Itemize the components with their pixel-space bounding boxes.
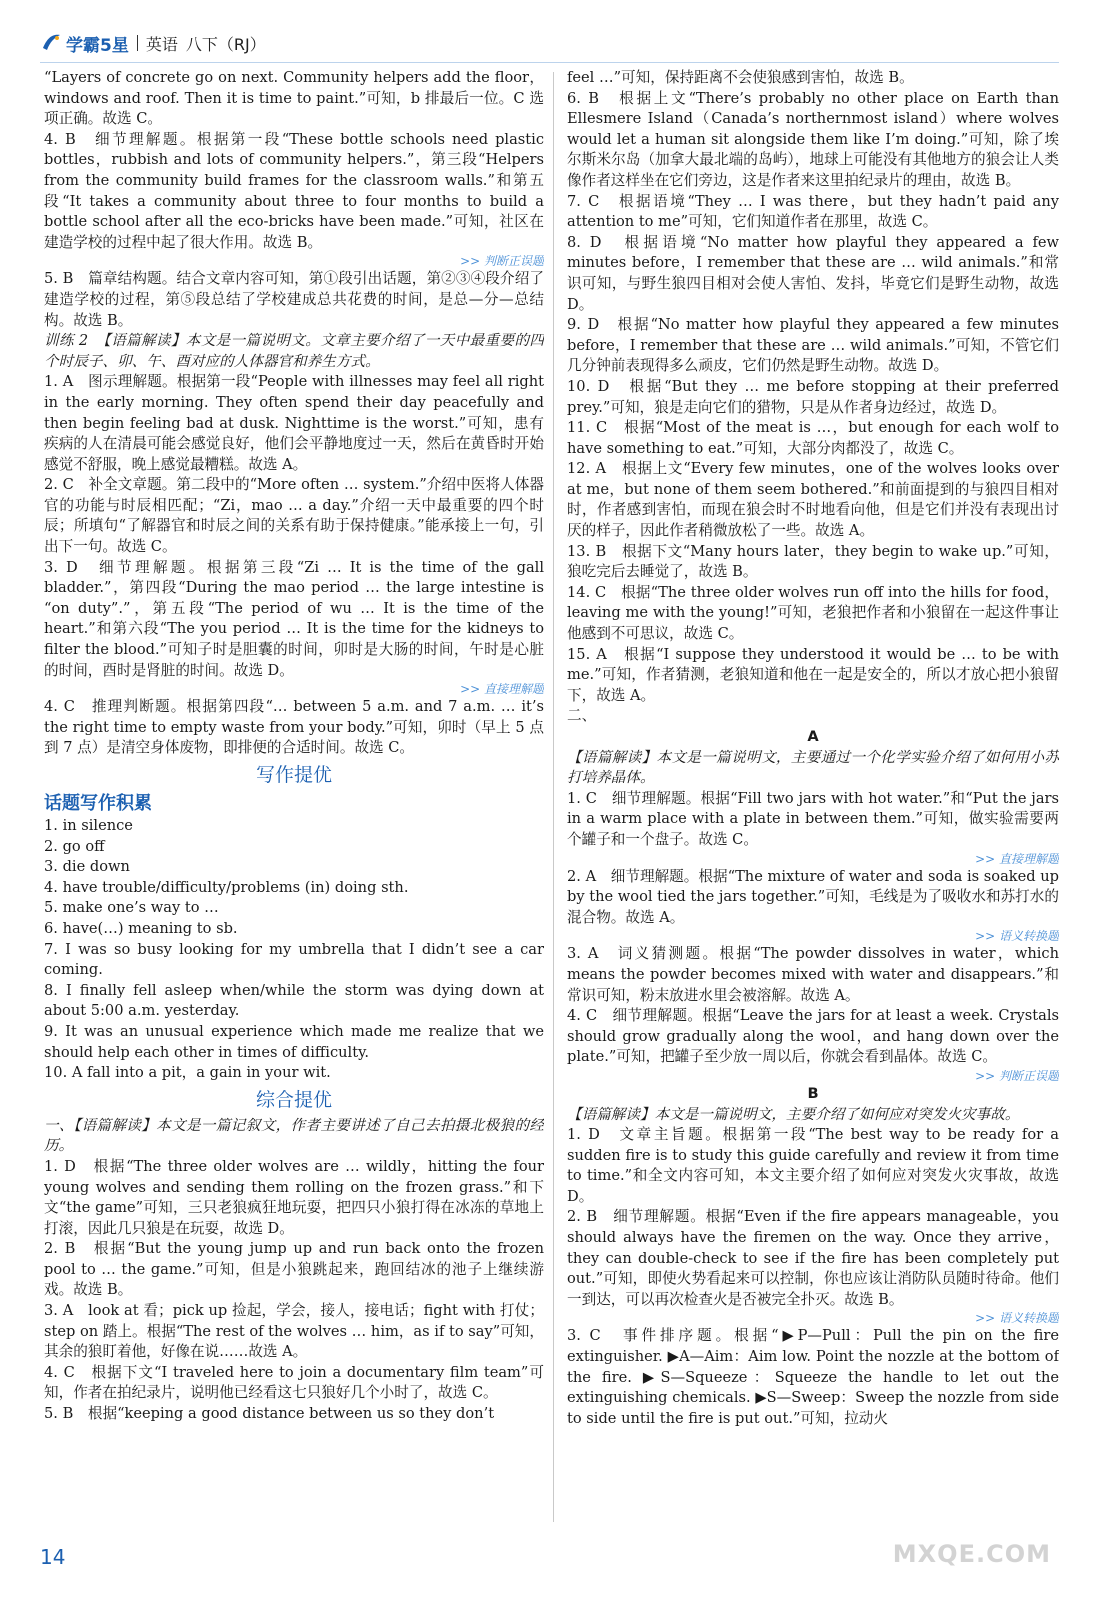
answer-paragraph: 4. C 根据下文“I traveled here to join a documentary film team”可知，作者在拍纪录片，说明他已经看这七只狼好几个小时了，故选 C。 bbox=[44, 1363, 544, 1402]
answer-paragraph: 6. B 根据上文“There’s probably no other place on Earth than Ellesmere Island（Canada’s northernmost island）where wolves would let a human sit alongside them like I’m doing.”可知，除了埃尔斯米尔岛（加拿大最北端的岛屿），地球上可能没有其他地方的狼会让人类像作者这样坐在它们旁边，这是作者来这里拍纪录片的理由，故选 B。 bbox=[567, 89, 1059, 189]
answer-paragraph: 1. D 文章主旨题。根据第一段“The best way to be ready for a sudden fire is to study this guide carefully and review it from time to time.”和全文内容可知，本文主要介绍了如何应对突发火灾事故，故选 D。 bbox=[567, 1126, 1059, 1205]
page-header bbox=[40, 30, 266, 56]
question-type-tag: >> 直接理解题 bbox=[460, 682, 544, 697]
answer-paragraph: 3. C 事件排序题。根据“▶P—Pull：Pull the pin on the fire extinguisher. ▶A—Aim：Aim low. Point the nozzle at the bottom of the fire. ▶S—Squeeze：Squeeze the handle to let out the extinguishing chemicals. ▶S—Sweep：Sweep the nozzle from side to side until the fire is put out.”可知，拉动火 bbox=[567, 1327, 1059, 1427]
answer-paragraph: 14. C 根据“The three older wolves run off into the hills for food，leaving me with the young!”可知，老狼把作者和小狼留在一起这件事让他感到不可思议，故选 C。 bbox=[567, 583, 1059, 643]
answer-paragraph: 3. die down bbox=[44, 858, 130, 876]
answer-paragraph: 13. B 根据下文“Many hours later，they begin to wake up.”可知，狼吃完后去睡觉了，故选 B。 bbox=[567, 542, 1059, 581]
answer-paragraph: 6. have(…) meaning to sb. bbox=[44, 919, 238, 937]
answer-paragraph: 1. in silence bbox=[44, 817, 133, 834]
answer-paragraph: 3. D 细节理解题。根据第三段“Zi … It is the time of the gall bladder.”，第四段“During the mao period … the large intestine is “on duty”.”，第五段“The period of wu … It is the time of the heart.”和第六段“The you period … It is the time for the kidneys to filter the blood.”可知子时是胆囊的时间，卯时是大肠的时间，午时是心脏的时间，酉时是肾脏的时间。故选 D。 bbox=[44, 558, 544, 679]
subsection-title: 话题写作积累 bbox=[44, 793, 152, 814]
answer-paragraph: 4. C 推理判断题。根据第四段“… between 5 a.m. and 7 a.m. … it’s the right time to empty waste from your body.”可知，卯时（早上 5 点到 7 点）是清空身体废物，即排便的合适时间。故选 C。 bbox=[44, 698, 544, 757]
answer-paragraph: 10. D 根据“But they … me before stopping at their preferred prey.”可知，狼是走向它们的猎物，只是从作者身边经过，故选 D。 bbox=[567, 377, 1059, 416]
question-type-tag: >> 直接理解题 bbox=[975, 851, 1059, 866]
answer-paragraph: 10. A fall into a pit，a gain in your wit. bbox=[44, 1064, 331, 1082]
brand-logo bbox=[40, 31, 129, 56]
answer-paragraph: 11. C 根据“Most of the meat is …，but enough for each wolf to have something to eat.”可知，大部分肉都没了，故选 C。 bbox=[567, 419, 1059, 457]
right-column bbox=[567, 68, 1059, 1528]
answer-paragraph: 2. B 细节理解题。根据“Even if the fire appears manageable，you should always have the firemen on the way. Once they arrive，they can double-check to see if the fire has been completely put out.”可知，即使火势看起来可以控制，你也应该让消防队员随时待命。他们一到达，可以再次检查火是否被完全扑灭。故选 B。 bbox=[567, 1208, 1059, 1308]
answer-paragraph: 7. C 根据语境“They … I was there，but they hadn’t paid any attention to me”可知，它们知道作者在那里，故选 C。 bbox=[567, 192, 1059, 231]
answer-paragraph: 二、 bbox=[567, 707, 597, 725]
section-title: 写作提优 bbox=[255, 764, 332, 786]
header-rule bbox=[40, 62, 1059, 63]
answer-paragraph: 5. make one’s way to … bbox=[44, 899, 219, 917]
question-type-tag: >> 判断正误题 bbox=[460, 254, 544, 269]
passage-note: 训练 2 【语篇解读】本文是一篇说明文。文章主要介绍了一天中最重要的四个时辰子、卯、午、酉对应的人体器官和养生方式。 bbox=[44, 332, 544, 370]
answer-paragraph: 3. A look at 看；pick up 捡起，学会，接人，接电话；fight with 打仗；step on 踏上。根据“The rest of the wolves … him，as if to say”可知，其余的狼盯着他，好像在说……故选 A。 bbox=[44, 1302, 544, 1361]
passage-note: 一、【语篇解读】本文是一篇记叙文，作者主要讲述了自己去拍摄北极狼的经历。 bbox=[44, 1116, 544, 1155]
left-column bbox=[44, 68, 544, 1528]
question-type-tag: >> 语义转换题 bbox=[975, 929, 1059, 944]
answer-paragraph: 2. A 细节理解题。根据“The mixture of water and soda is soaked up by the wool tied the jars together.”可知，毛线是为了吸收水和苏打水的混合物。故选 A。 bbox=[567, 867, 1059, 926]
answer-paragraph: 9. It was an unusual experience which made me realize that we should help each other in times of difficulty. bbox=[44, 1022, 544, 1061]
brand-name: 学霸5星 bbox=[66, 35, 129, 56]
question-type-tag: >> 判断正误题 bbox=[975, 1068, 1059, 1083]
passage-letter: A bbox=[807, 728, 819, 745]
answer-paragraph: 4. have trouble/difficulty/problems (in) doing sth. bbox=[44, 878, 409, 896]
answer-paragraph: 8. I finally fell asleep when/while the storm was dying down at about 5:00 a.m. yesterday. bbox=[44, 981, 544, 1020]
answer-paragraph: 5. B 根据“keeping a good distance between us so they don’t bbox=[44, 1405, 495, 1423]
answer-paragraph: 3. A 词义猜测题。根据“The powder dissolves in water，which means the powder becomes mixed with water and disappears.”和常识可知，粉末放进水里会被溶解。故选 A。 bbox=[567, 945, 1059, 1004]
header-divider bbox=[137, 35, 138, 51]
answer-paragraph: 4. C 细节理解题。根据“Leave the jars for at least a week. Crystals should grow gradually along the wool，and hang down over the plate.”可知，把罐子至少放一周以后，你就会看到晶体。故选 C。 bbox=[567, 1007, 1059, 1066]
star-logo-icon bbox=[40, 32, 62, 54]
passage-note: 【语篇解读】本文是一篇说明文，主要介绍了如何应对突发火灾事故。 bbox=[567, 1105, 1020, 1123]
answer-paragraph: 2. B 根据“But the young jump up and run back onto the frozen pool to … the game.”可知，但是小狼跳起来，跑回结冰的池子上继续游戏。故选 B。 bbox=[44, 1240, 544, 1299]
answer-paragraph: 15. A 根据“I suppose they understood it would be … to be with me.”可知，作者猜测，老狼知道和他在一起是安全的，所以才放心把小狼留下，故选 A。 bbox=[567, 645, 1059, 704]
answer-paragraph: 2. C 补全文章题。第二段中的“More often … system.”介绍中医将人体器官的功能与时辰相匹配；“Zi，mao … a day.”介绍一天中最重要的四个时辰；所填句“了解器官和时辰之间的关系有助于保持健康。”能承接上一句，引出下一句。故选 C。 bbox=[44, 476, 544, 556]
column-divider bbox=[553, 72, 554, 1522]
answer-paragraph: 2. go off bbox=[44, 837, 105, 855]
answer-paragraph: feel …”可知，保持距离不会使狼感到害怕，故选 B。 bbox=[567, 69, 914, 86]
answer-paragraph: 9. D 根据“No matter how playful they appeared a few minutes before，I remember that these are … wild animals.”可知，不管它们几分钟前表现得多么顽皮，它们仍然是野生动物。故选 D。 bbox=[567, 316, 1059, 375]
answer-paragraph: 1. D 根据“The three older wolves are … wildly，hitting the four young wolves and sending them rolling on the frozen grass.”和下文“the game”可知，三只老狼疯狂地玩耍，把四只小狼打得在冰冻的草地上打滚，因此几只狼是在玩耍，故选 D。 bbox=[44, 1157, 544, 1237]
subject-label: 英语 bbox=[145, 34, 178, 54]
answer-paragraph: 8. D 根据语境“No matter how playful they appeared a few minutes before，I remember that these are … wild animals.”和常识可知，与野生狼四目相对会使人害怕、发抖，毕竟它们是野生动物，故选 D。 bbox=[567, 233, 1059, 313]
answer-paragraph: 1. C 细节理解题。根据“Fill two jars with hot water.”和“Put the jars in a warm place with a plate in between them.”可知，做实验需要两个罐子和一个盘子。故选 C。 bbox=[567, 789, 1059, 848]
grade-label: 八下（RJ） bbox=[185, 34, 266, 54]
section-title: 综合提优 bbox=[255, 1088, 332, 1111]
answer-paragraph: 7. I was so busy looking for my umbrella that I didn’t see a car coming. bbox=[44, 940, 544, 979]
passage-letter: B bbox=[807, 1084, 819, 1102]
answer-paragraph: 12. A 根据上文“Every few minutes，one of the wolves looks over at me，but none of them seem bothered.”和前面提到的与狼四目相对时，作者感到害怕，而现在狼会时不时地看向他，但是它们并没有表现出讨厌的样子，因此作者稍微放松了一些。故选 A。 bbox=[567, 460, 1059, 540]
answer-paragraph: 5. B 篇章结构题。结合文章内容可知，第①段引出话题，第②③④段介绍了建造学校的过程，第⑤段总结了学校建成总共花费的时间，是总—分—总结构。故选 B。 bbox=[44, 270, 544, 329]
answer-paragraph: 4. B 细节理解题。根据第一段“These bottle schools need plastic bottles，rubbish and lots of community helpers.”，第三段“Helpers from the community build frames for the classroom walls.”和第五段“It takes a community about three to four months to build a bottle school after all the eco-bricks have been made.”可知，社区在建造学校的过程中起了很大作用。故选 B。 bbox=[44, 130, 544, 251]
passage-note: 【语篇解读】本文是一篇说明文，主要通过一个化学实验介绍了如何用小苏打培养晶体。 bbox=[567, 748, 1059, 787]
answer-paragraph: “Layers of concrete go on next. Community helpers add the floor，windows and roof. Then it is time to paint.”可知，b 排最后一位。C 选项正确。故选 C。 bbox=[44, 69, 544, 128]
question-type-tag: >> 语义转换题 bbox=[975, 1311, 1059, 1326]
answer-paragraph: 1. A 图示理解题。根据第一段“People with illnesses may feel all right in the early morning. They often spend their day peacefully and then begin feeling bad at dusk. Nighttime is the worst.”可知，患有疾病的人在清晨可能会感觉良好，他们会平静地度过一天，然后在黄昏时开始感觉不舒服，晚上感觉最糟糕。故选 A。 bbox=[44, 373, 544, 473]
page-number: 14 bbox=[40, 1545, 66, 1569]
site-watermark: MXQE.COM bbox=[892, 1540, 1051, 1568]
